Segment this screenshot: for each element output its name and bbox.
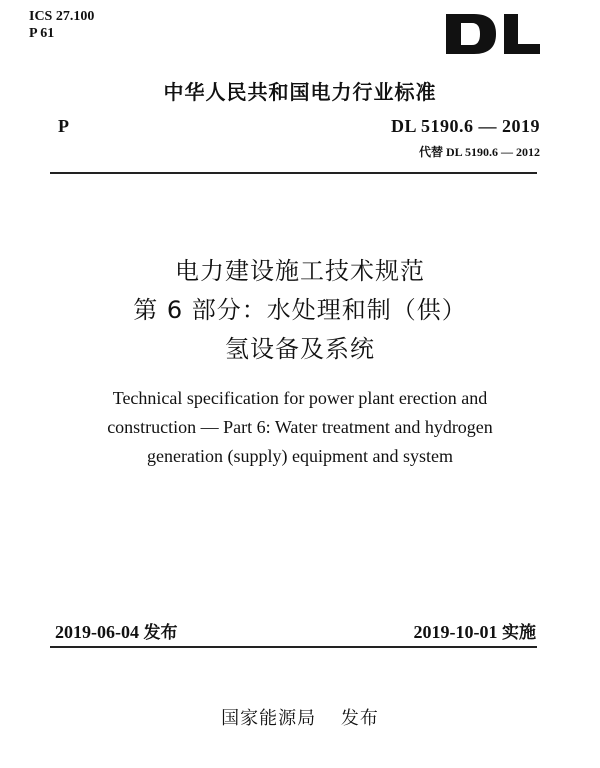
- publish-date-value: 2019-06-04: [55, 622, 139, 642]
- logo-letter-l: [504, 14, 540, 54]
- publish-date: [55, 618, 178, 643]
- classification-code: P 61: [29, 26, 55, 41]
- implement-date: [414, 618, 537, 643]
- issuing-authority: 国家能源局 发布: [221, 708, 379, 729]
- logo-letter-d: [446, 14, 496, 54]
- english-title-line-1: Technical specification for power plant erection and: [112, 388, 488, 408]
- english-title-line-2: construction — Part 6: Water treatment and hydrogen: [107, 417, 493, 437]
- dl-logo: [446, 14, 540, 54]
- ics-code: ICS 27.100: [29, 9, 95, 24]
- implement-label: 实施: [502, 623, 536, 643]
- english-title-line-3: generation (supply) equipment and system: [147, 446, 453, 466]
- ics-classification: [29, 8, 94, 42]
- chinese-title: [0, 252, 600, 369]
- chinese-title-line-2: 第 6 部分：水处理和制（供）: [133, 296, 467, 324]
- bottom-divider: [50, 646, 537, 648]
- publish-label: 发布: [143, 623, 178, 643]
- replaces-standard: 代替 DL 5190.6 — 2012: [418, 145, 540, 159]
- top-divider: [50, 172, 537, 174]
- implement-date-value: 2019-10-01: [413, 622, 498, 642]
- category-letter: P: [58, 116, 69, 136]
- english-title: [60, 384, 540, 471]
- chinese-title-line-1: 电力建设施工技术规范: [175, 257, 425, 285]
- industry-standard-title: 中华人民共和国电力行业标准: [163, 80, 437, 104]
- chinese-title-line-3: 氢设备及系统: [225, 335, 375, 363]
- standard-number: DL 5190.6 — 2019: [390, 116, 540, 136]
